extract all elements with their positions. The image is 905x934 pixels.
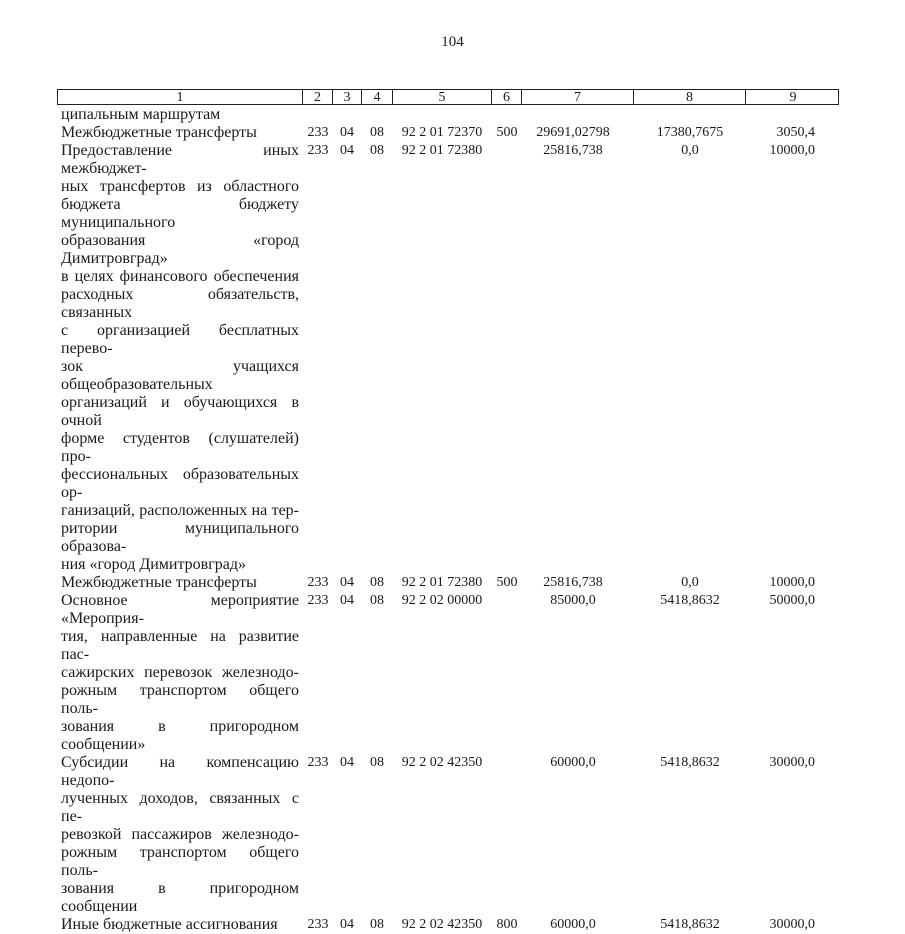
row-name — [57, 592, 299, 754]
cell-c7: 25816,738 — [543, 143, 603, 158]
row-name-line: сажирских перевозок железнодо- — [61, 664, 299, 681]
cell-c7: 60000,0 — [550, 755, 596, 770]
header-col-8: 8 — [634, 90, 746, 104]
row-name — [57, 754, 299, 916]
cell-c6: 500 — [496, 575, 518, 590]
table-header-row — [57, 89, 839, 105]
row-name-line: с организацией бесплатных перево- — [61, 322, 299, 357]
header-col-1: 1 — [58, 90, 303, 104]
table-row — [57, 574, 839, 592]
row-name-line: зования в пригородном сообщении — [61, 880, 299, 915]
cell-c3: 04 — [340, 575, 354, 590]
row-name-line: Межбюджетные трансферты — [61, 124, 257, 141]
cell-c8: 0,0 — [681, 143, 699, 158]
header-col-6: 6 — [492, 90, 522, 104]
cell-c5: 92 2 01 72370 — [401, 125, 483, 140]
cell-c2: 233 — [307, 917, 329, 932]
cell-c7: 60000,0 — [550, 917, 596, 932]
cell-c3: 04 — [340, 125, 354, 140]
cell-c5: 92 2 01 72380 — [401, 143, 483, 158]
row-name-line: Межбюджетные трансферты — [61, 574, 257, 591]
header-col-2: 2 — [303, 90, 333, 104]
table-row — [57, 142, 839, 574]
table-row — [57, 106, 839, 124]
row-name-line: зования в пригородном сообщении» — [61, 718, 299, 753]
cell-c8: 17380,7675 — [656, 125, 724, 140]
cell-c4: 08 — [370, 575, 384, 590]
cell-c4: 08 — [370, 755, 384, 770]
row-name — [57, 106, 299, 124]
row-name-line: ритории муниципального образова- — [61, 520, 299, 555]
row-name-line: ципальным маршрутам — [61, 106, 221, 123]
header-col-4: 4 — [362, 90, 393, 104]
row-name-line: бюджета бюджету муниципального — [61, 196, 299, 231]
row-name-line: расходных обязательств, связанных — [61, 286, 299, 321]
row-name-line: в целях финансового обеспечения — [61, 268, 299, 285]
cell-c5: 92 2 02 00000 — [401, 593, 483, 608]
cell-c9: 50000,0 — [769, 593, 815, 608]
row-name — [57, 142, 299, 574]
row-name-line: рожным транспортом общего поль- — [61, 844, 299, 879]
row-name-line: фессиональных образовательных ор- — [61, 466, 299, 501]
page-number: 104 — [441, 34, 464, 50]
row-name-line: тия, направленные на развитие пас- — [61, 628, 299, 663]
cell-c6: 800 — [496, 917, 518, 932]
header-col-3: 3 — [333, 90, 362, 104]
header-col-9: 9 — [789, 90, 797, 105]
table-body — [57, 106, 839, 934]
row-name-line: Иные бюджетные ассигнования — [61, 916, 278, 933]
cell-c2: 233 — [307, 593, 329, 608]
cell-c8: 5418,8632 — [660, 755, 720, 770]
cell-c5: 92 2 02 42350 — [401, 755, 483, 770]
cell-c2: 233 — [307, 125, 329, 140]
cell-c9: 3050,4 — [776, 125, 815, 140]
cell-c5: 92 2 01 72380 — [401, 575, 483, 590]
table-row — [57, 124, 839, 142]
cell-c4: 08 — [370, 593, 384, 608]
header-col-7: 7 — [522, 90, 634, 104]
cell-c3: 04 — [340, 755, 354, 770]
row-name-line: форме студентов (слушателей) про- — [61, 430, 299, 465]
cell-c4: 08 — [370, 917, 384, 932]
cell-c7: 85000,0 — [550, 593, 596, 608]
header-col-5: 5 — [393, 90, 492, 104]
cell-c2: 233 — [307, 575, 329, 590]
cell-c8: 0,0 — [681, 575, 699, 590]
row-name-line: ния «город Димитровград» — [61, 556, 247, 573]
row-name-line: Субсидии на компенсацию недопо- — [61, 754, 299, 789]
cell-c4: 08 — [370, 143, 384, 158]
cell-c9: 30000,0 — [769, 917, 815, 932]
row-name-line: Основное мероприятие «Мероприя- — [61, 592, 299, 627]
cell-c9: 30000,0 — [769, 755, 815, 770]
row-name — [57, 574, 299, 592]
table-row — [57, 754, 839, 916]
cell-c7: 25816,738 — [543, 575, 603, 590]
cell-c2: 233 — [307, 755, 329, 770]
cell-c5: 92 2 02 42350 — [401, 917, 483, 932]
cell-c9: 10000,0 — [769, 575, 815, 590]
cell-c9: 10000,0 — [769, 143, 815, 158]
row-name-line: рожным транспортом общего поль- — [61, 682, 299, 717]
cell-c8: 5418,8632 — [660, 593, 720, 608]
row-name-line: организаций и обучающихся в очной — [61, 394, 299, 429]
cell-c4: 08 — [370, 125, 384, 140]
cell-c6: 500 — [496, 125, 518, 140]
cell-c8: 5418,8632 — [660, 917, 720, 932]
row-name-line: ревозкой пассажиров железнодо- — [61, 826, 299, 843]
cell-c3: 04 — [340, 593, 354, 608]
row-name-line: зок учащихся общеобразовательных — [61, 358, 299, 393]
cell-c3: 04 — [340, 917, 354, 932]
cell-c7: 29691,02798 — [536, 125, 610, 140]
row-name-line: ганизаций, расположенных на тер- — [61, 502, 299, 519]
row-name-line: ных трансфертов из областного — [61, 178, 299, 195]
row-name — [57, 124, 299, 142]
table-row — [57, 592, 839, 754]
cell-c3: 04 — [340, 143, 354, 158]
table-row — [57, 916, 839, 934]
cell-c2: 233 — [307, 143, 329, 158]
row-name-line: лученных доходов, связанных с пе- — [61, 790, 299, 825]
row-name-line: образования «город Димитровград» — [61, 232, 299, 267]
row-name — [57, 916, 299, 934]
row-name-line: Предоставление иных межбюджет- — [61, 142, 299, 177]
